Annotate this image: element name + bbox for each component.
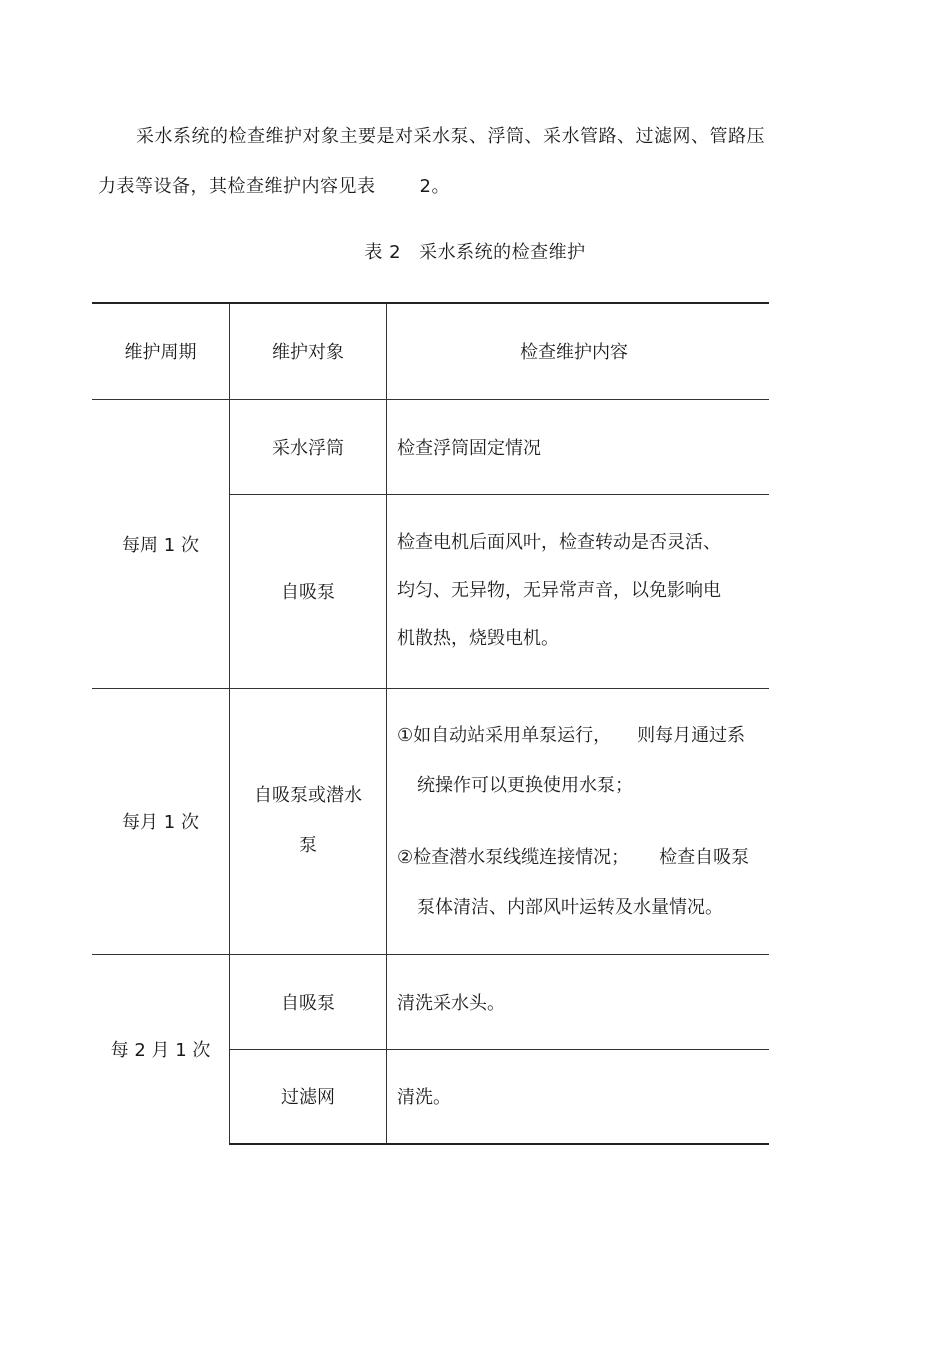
object-cell [230, 688, 387, 954]
table-caption [0, 240, 950, 266]
maintenance-table [92, 302, 769, 1145]
numbered-item [397, 833, 761, 933]
object-cell: 自吸泵 [230, 954, 387, 1049]
header-object: 维护对象 [230, 303, 387, 399]
content-line: 机散热，烧毁电机。 [397, 628, 559, 649]
intro-line-2 [98, 162, 798, 212]
item-text: 检查自吸泵 [659, 847, 750, 868]
object-cell: 过滤网 [230, 1049, 387, 1144]
item-text: 则每月通过系 [637, 725, 746, 746]
content-cell: 检查浮筒固定情况 [387, 399, 770, 494]
intro-line-1: 采水系统的检查维护对象主要是对采水泵、浮筒、采水管路、过滤网、管路压 [136, 126, 765, 147]
numbered-item [397, 711, 761, 811]
content-cell [387, 688, 770, 954]
object-cell: 自吸泵 [230, 494, 387, 688]
object-cell: 采水浮筒 [230, 399, 387, 494]
period-cell: 每月 1 次 [92, 688, 230, 954]
table-row [92, 954, 769, 1049]
header-content: 检查维护内容 [387, 303, 770, 399]
content-cell: 清洗。 [387, 1049, 770, 1144]
content-line: 均匀、无异物，无异常声音，以免影响电 [397, 580, 721, 601]
content-cell [387, 494, 770, 688]
object-line: 泵 [299, 835, 317, 856]
item-continuation: 统操作可以更换使用水泵； [417, 775, 633, 796]
table-caption-title: 采水系统的检查维护 [419, 242, 586, 263]
intro-paragraph [98, 112, 798, 212]
item-text: ②检查潜水泵线缆连接情况； [397, 847, 630, 868]
table-caption-number: 表 2 [364, 242, 402, 263]
table-row [92, 399, 769, 494]
content-cell: 清洗采水头。 [387, 954, 770, 1049]
object-line: 自吸泵或潜水 [254, 785, 362, 806]
item-text: ①如自动站采用单泵运行， [397, 725, 612, 746]
header-period: 维护周期 [92, 303, 230, 399]
table-header-row [92, 303, 769, 399]
period-cell: 每周 1 次 [92, 399, 230, 688]
item-continuation: 泵体清洁、内部风叶运转及水量情况。 [417, 897, 723, 918]
intro-line-2-text: 力表等设备，其检查维护内容见表 [98, 176, 376, 197]
content-line: 检查电机后面风叶，检查转动是否灵活、 [397, 532, 721, 553]
table-row [92, 688, 769, 954]
intro-table-ref: 2。 [419, 176, 450, 197]
period-cell: 每 2 月 1 次 [92, 954, 230, 1144]
